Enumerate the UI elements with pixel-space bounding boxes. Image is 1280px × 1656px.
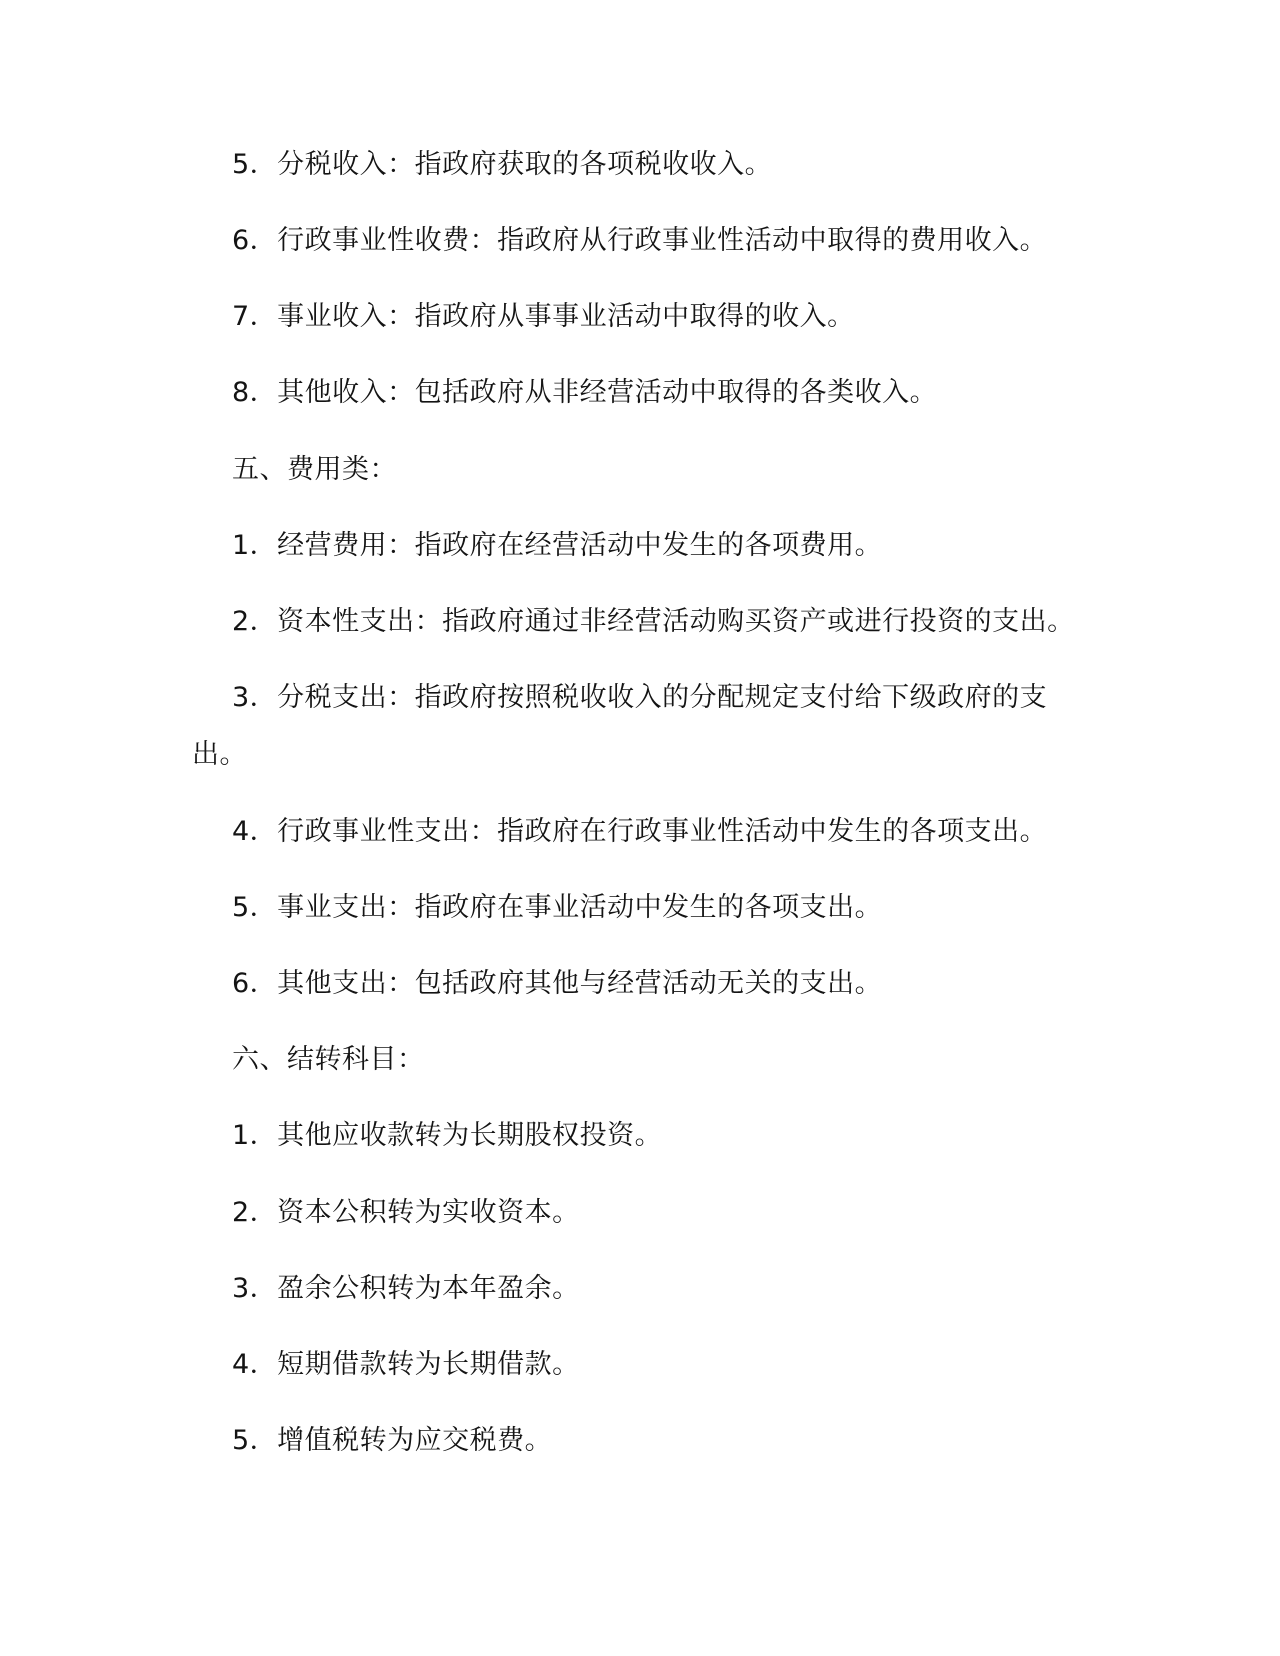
list-item: 5．事业支出：指政府在事业活动中发生的各项支出。 <box>232 892 883 923</box>
list-item: 6．其他支出：包括政府其他与经营活动无关的支出。 <box>232 968 883 999</box>
list-item: 1．其他应收款转为长期股权投资。 <box>232 1120 663 1151</box>
list-item-continuation: 出。 <box>192 739 247 770</box>
list-item: 1．经营费用：指政府在经营活动中发生的各项费用。 <box>232 530 883 561</box>
section-heading: 五、费用类： <box>232 454 397 485</box>
list-item: 3．盈余公积转为本年盈余。 <box>232 1273 580 1304</box>
list-item: 8．其他收入：包括政府从非经营活动中取得的各类收入。 <box>232 377 938 408</box>
list-item: 7．事业收入：指政府从事事业活动中取得的收入。 <box>232 301 855 332</box>
list-item: 5．分税收入：指政府获取的各项税收收入。 <box>232 149 773 180</box>
list-item: 2．资本性支出：指政府通过非经营活动购买资产或进行投资的支出。 <box>232 606 1075 637</box>
list-item: 2．资本公积转为实收资本。 <box>232 1197 580 1228</box>
list-item: 6．行政事业性收费：指政府从行政事业性活动中取得的费用收入。 <box>232 225 1048 256</box>
list-item: 5．增值税转为应交税费。 <box>232 1425 553 1456</box>
list-item: 3．分税支出：指政府按照税收收入的分配规定支付给下级政府的支 <box>232 682 1048 713</box>
section-heading: 六、结转科目： <box>232 1044 425 1075</box>
list-item: 4．短期借款转为长期借款。 <box>232 1349 580 1380</box>
list-item: 4．行政事业性支出：指政府在行政事业性活动中发生的各项支出。 <box>232 816 1048 847</box>
